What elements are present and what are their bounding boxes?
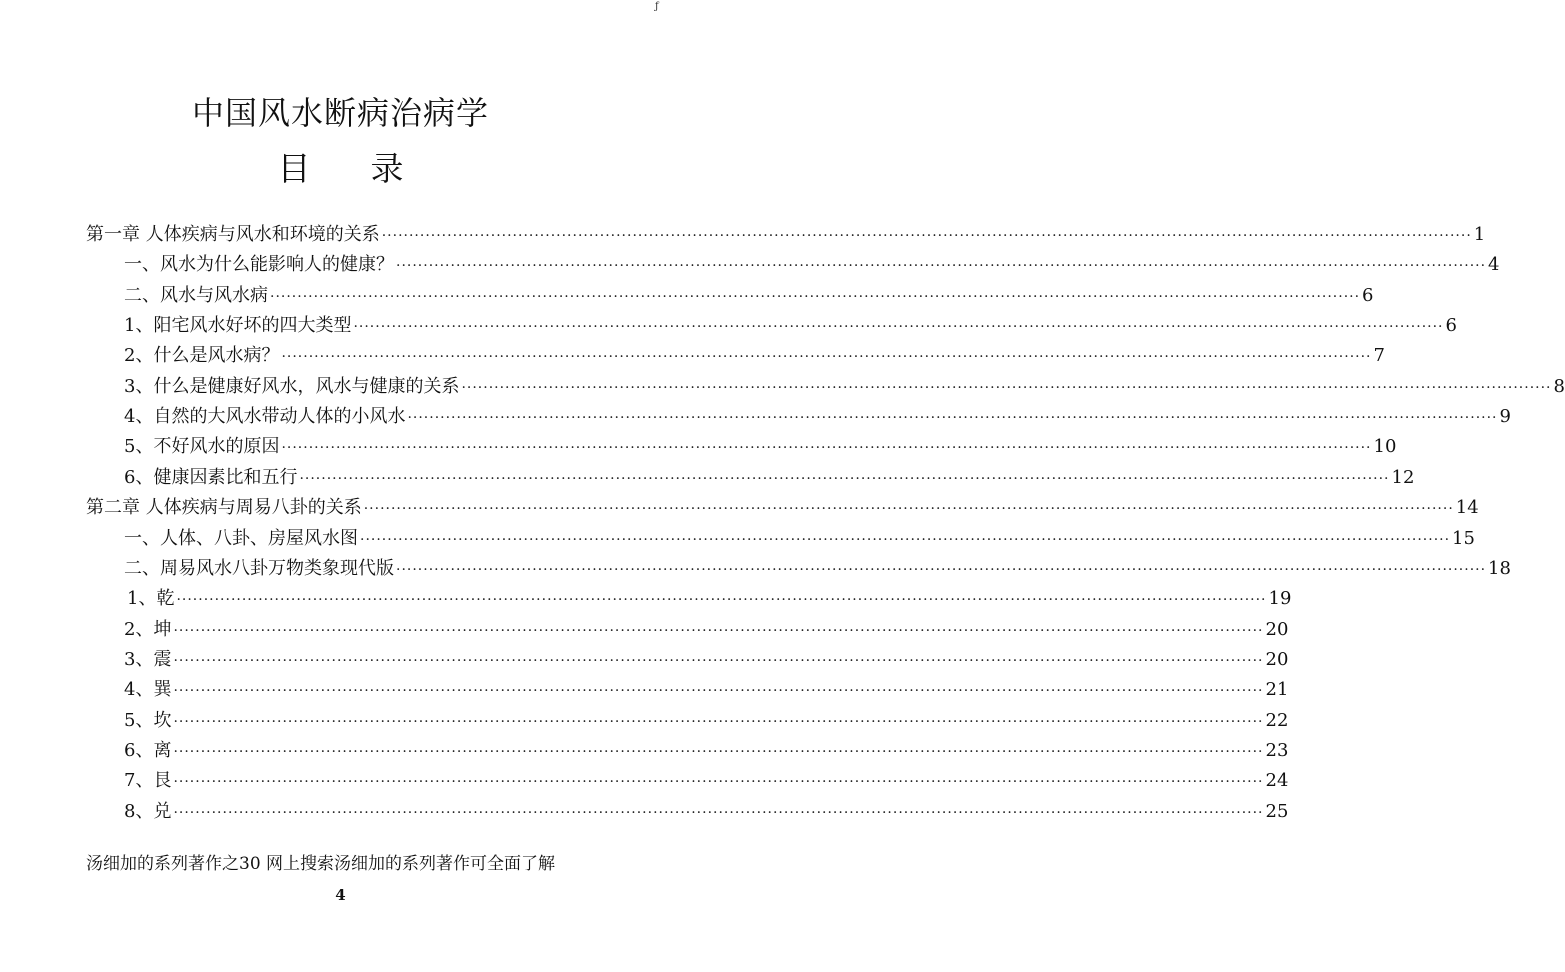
toc-entry-page: 6 (1445, 315, 1457, 336)
toc-leader-dots: ········································································································································································································ (396, 258, 1487, 274)
toc-leader-dots: ········································································································································································································ (396, 562, 1487, 578)
toc-entry-page: 22 (1265, 710, 1289, 731)
toc-leader-dots: ········································································································································································································ (176, 592, 1267, 608)
toc-entry-page: 9 (1499, 406, 1511, 427)
toc-entry-page: 24 (1265, 770, 1289, 791)
toc-entry (124, 797, 1289, 827)
toc-entry-label: 7、艮 (124, 770, 172, 791)
toc-leader-dots: ········································································································································································································ (173, 683, 1264, 699)
toc-entry-page: 6 (1362, 285, 1374, 306)
toc-entry-label: 1、阳宅风水好坏的四大类型 (124, 315, 352, 336)
toc-entry-page: 18 (1488, 558, 1511, 579)
toc-entry-label: 4、巽 (124, 679, 172, 700)
toc-entry-label: 一、风水为什么能影响人的健康？ (124, 254, 394, 275)
corner-mark: ƒ (655, 1, 659, 12)
toc-heading-right: 录 (370, 149, 404, 188)
toc-entry-label: 5、不好风水的原因 (124, 436, 280, 457)
toc-leader-dots: ········································································································································································································ (173, 714, 1264, 730)
toc-entry-page: 1 (1473, 224, 1486, 245)
toc-entry (124, 615, 1289, 645)
toc-entry-page: 14 (1455, 497, 1479, 518)
toc-leader-dots: ········································································································································································································ (173, 653, 1264, 669)
toc-entry-label: 一、人体、八卦、房屋风水图 (124, 528, 358, 549)
toc-entry-page: 7 (1373, 345, 1385, 366)
toc-leader-dots: ········································································································································································································ (360, 532, 1451, 548)
toc-entry (124, 341, 1385, 371)
toc-leader-dots: ········································································································································································································ (299, 471, 1390, 487)
toc-entry (124, 675, 1289, 705)
toc-entry-page: 21 (1265, 679, 1289, 700)
toc-entry (124, 736, 1289, 766)
toc-leader-dots: ········································································································································································································ (461, 380, 1552, 396)
page-number: 4 (335, 886, 346, 904)
toc-entry-page: 8 (1553, 376, 1565, 397)
toc-leader-dots: ········································································································································································································ (353, 319, 1444, 335)
toc-entry-page: 23 (1265, 740, 1289, 761)
toc-entry-page: 25 (1265, 801, 1289, 822)
toc-leader-dots: ········································································································································································································ (173, 774, 1264, 790)
toc-entry-label: 5、坎 (124, 710, 172, 731)
toc-entry (86, 493, 1479, 523)
toc-entry-page: 19 (1268, 588, 1292, 609)
toc-entry (124, 706, 1289, 736)
toc-entry-label: 2、什么是风水病？ (124, 345, 280, 366)
toc-entry-label: 二、风水与风水病 (124, 285, 268, 306)
toc-entry-page: 4 (1488, 254, 1500, 275)
toc-entry-page: 20 (1265, 649, 1289, 670)
toc-entry (124, 463, 1415, 493)
toc-entry-page: 10 (1373, 436, 1397, 457)
toc-leader-dots: ········································································································································································································ (270, 289, 1361, 305)
toc-entry-label: 第一章 人体疾病与风水和环境的关系 (86, 224, 380, 245)
page-title: 中国风水断病治病学 (191, 94, 489, 132)
toc-entry-page: 15 (1452, 528, 1475, 549)
toc-entry (124, 432, 1397, 462)
toc-heading-left: 目 (277, 149, 311, 188)
toc-entry (124, 372, 1565, 402)
toc-leader-dots: ········································································································································································································ (281, 440, 1372, 456)
toc-entry (124, 766, 1289, 796)
toc-entry (124, 250, 1500, 280)
toc-entry-label: 6、离 (124, 740, 172, 761)
toc-entry (124, 311, 1457, 341)
toc-entry (124, 524, 1475, 554)
toc-entry-label: 2、坤 (124, 619, 172, 640)
toc-leader-dots: ········································································································································································································ (363, 501, 1454, 517)
toc-entry-label: 二、周易风水八卦万物类象现代版 (124, 558, 394, 579)
footer-note: 汤细加的系列著作之30 网上搜索汤细加的系列著作可全面了解 (86, 854, 556, 874)
toc-entry (124, 402, 1511, 432)
toc-entry (124, 281, 1374, 311)
toc-entry-label: 1、乾 (127, 588, 175, 609)
toc-leader-dots: ········································································································································································································ (173, 744, 1264, 760)
toc-entry-label: 8、兑 (124, 801, 172, 822)
toc-entry-label: 第二章 人体疾病与周易八卦的关系 (86, 497, 362, 518)
toc-entry (124, 645, 1289, 675)
toc-entry (127, 584, 1292, 614)
toc-leader-dots: ········································································································································································································ (407, 410, 1498, 426)
toc-entry-label: 3、什么是健康好风水，风水与健康的关系 (124, 376, 460, 397)
toc-leader-dots: ········································································································································································································ (281, 349, 1372, 365)
toc-leader-dots: ········································································································································································································ (173, 623, 1264, 639)
toc-heading (0, 143, 681, 190)
toc-entry (124, 554, 1511, 584)
toc-entry-label: 4、自然的大风水带动人体的小风水 (124, 406, 406, 427)
toc-leader-dots: ········································································································································································································ (173, 805, 1264, 821)
toc-entry-label: 3、震 (124, 649, 172, 670)
toc-entry (86, 220, 1486, 250)
toc-leader-dots: ········································································································································································································ (381, 228, 1472, 244)
toc-entry-label: 6、健康因素比和五行 (124, 467, 298, 488)
toc-entry-page: 12 (1391, 467, 1415, 488)
toc-entry-page: 20 (1265, 619, 1289, 640)
